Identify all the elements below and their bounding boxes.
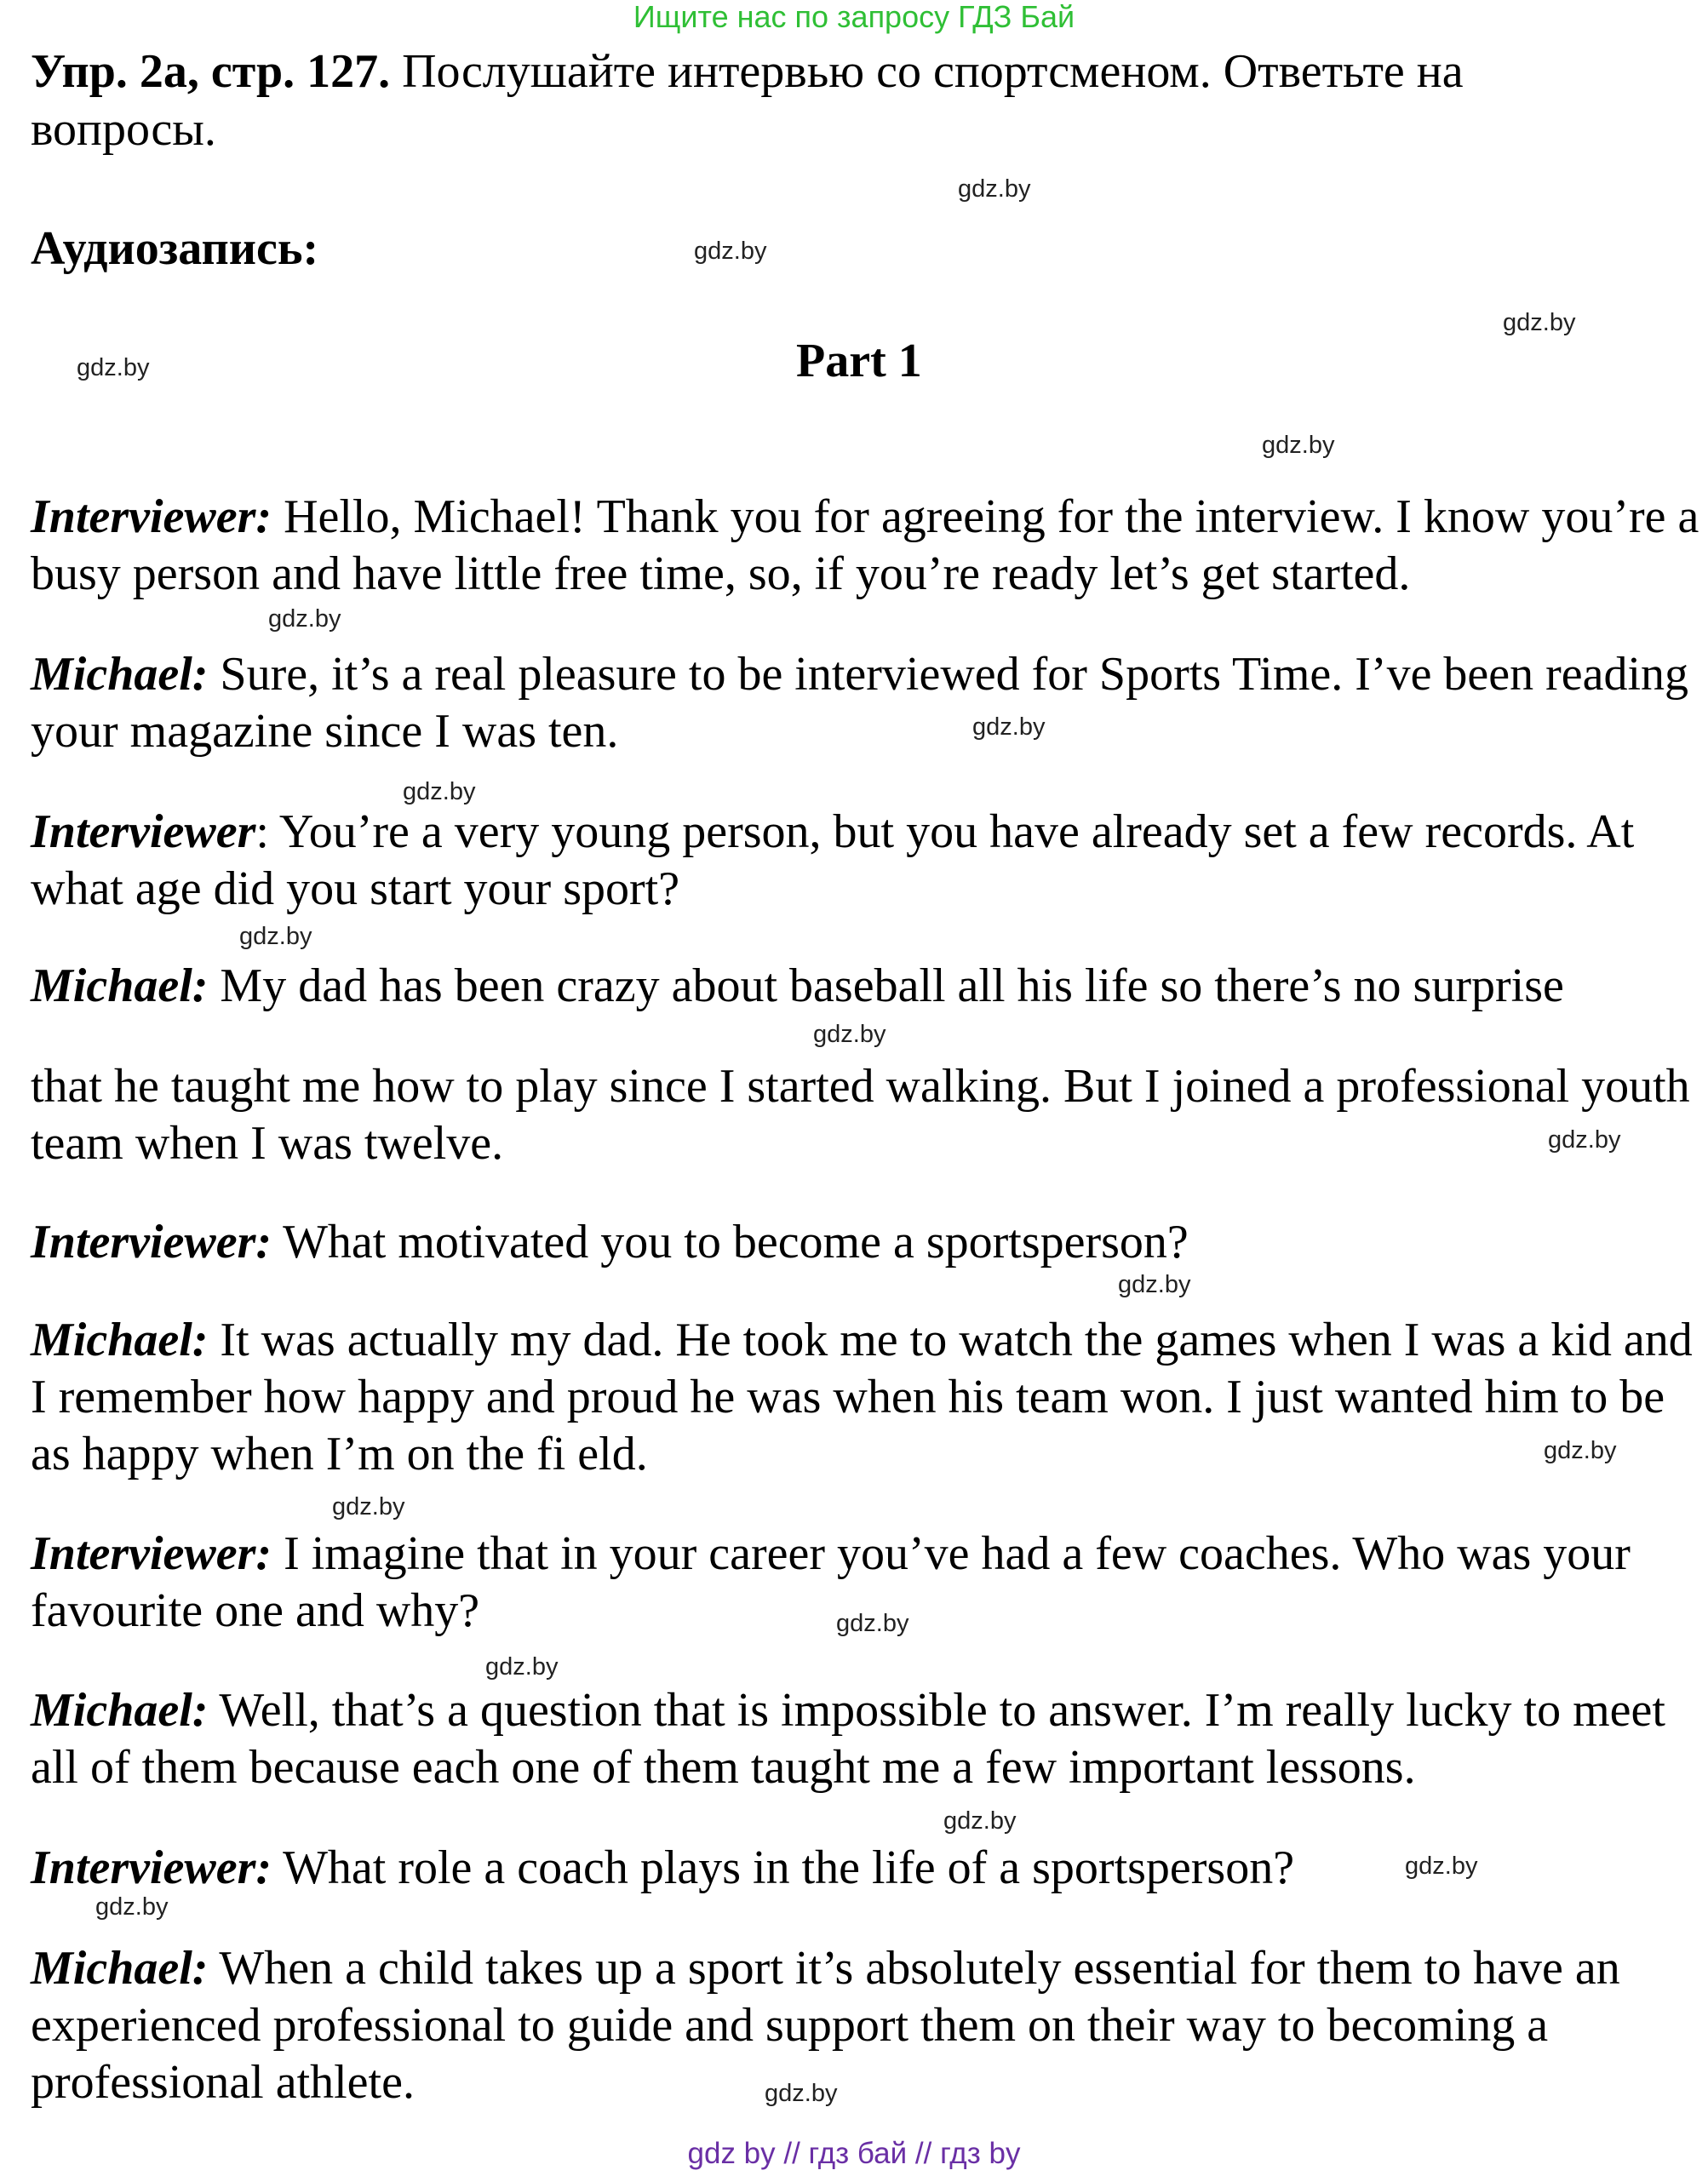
speaker-label: Interviewer:	[31, 1216, 272, 1268]
watermark: gdz.by	[403, 778, 476, 805]
watermark: gdz.by	[239, 923, 312, 950]
task-instruction: Послушайте интервью со спортсменом. Ответьте на вопросы.	[31, 45, 1464, 156]
audio-heading: Аудиозапись:	[31, 222, 319, 275]
speaker-label: Interviewer:	[31, 1527, 272, 1580]
watermark: gdz.by	[1118, 1271, 1191, 1298]
watermark: gdz.by	[1544, 1437, 1617, 1464]
part-title: Part 1	[796, 335, 922, 387]
dialogue-text: that he taught me how to play since I started walking. But I joined a professional youth team when I was twelve.	[31, 1060, 1690, 1170]
task-reference: Упр. 2а, стр. 127.	[31, 45, 391, 98]
speaker-label: Interviewer:	[31, 1841, 272, 1894]
watermark: gdz.by	[1503, 309, 1576, 336]
speaker-label: Michael:	[31, 648, 209, 701]
watermark: gdz.by	[485, 1653, 559, 1681]
dialogue-text: Hello, Michael! Thank you for agreeing for the interview. I know you’re a busy person and have little free time, so, if you’re ready let’s get started.	[31, 490, 1699, 600]
dialogue-text: Well, that’s a question that is impossible to answer. I’m really lucky to meet all of them because each one of them taught me a few important lessons.	[31, 1684, 1665, 1794]
footer-links: gdz by // гдз бай // гдз by	[687, 2137, 1021, 2170]
dialogue-text: What role a coach plays in the life of a sportsperson?	[283, 1841, 1295, 1894]
dialogue-line	[31, 1058, 1704, 1172]
speaker-label: Interviewer	[31, 805, 256, 858]
watermark: gdz.by	[836, 1610, 909, 1637]
speaker-label: Michael:	[31, 1314, 209, 1366]
dialogue-text: : You’re a very young person, but you have already set a few records. At what age did you start your sport?	[31, 805, 1635, 915]
watermark: gdz.by	[1548, 1126, 1621, 1154]
task-header	[31, 43, 1648, 158]
watermark: gdz.by	[268, 605, 341, 633]
watermark: gdz.by	[958, 175, 1031, 203]
watermark: gdz.by	[1262, 432, 1335, 459]
dialogue-text: I imagine that in your career you’ve had a few coaches. Who was your favourite one and why?	[31, 1527, 1631, 1637]
watermark: gdz.by	[943, 1807, 1017, 1835]
dialogue-line	[31, 1682, 1704, 1796]
dialogue-text: When a child takes up a sport it’s absolutely essential for them to have an experienced professional to guide and support them on their way to becoming a professional athlete.	[31, 1942, 1620, 2109]
speaker-label: Michael:	[31, 1684, 209, 1737]
dialogue-line	[31, 1214, 1704, 1271]
dialogue-line	[31, 804, 1704, 918]
dialogue-line	[31, 489, 1704, 603]
watermark: gdz.by	[77, 354, 150, 381]
watermark: gdz.by	[972, 713, 1046, 741]
watermark: gdz.by	[1405, 1852, 1478, 1880]
dialogue-text: What motivated you to become a sportsperson?	[283, 1216, 1189, 1268]
dialogue-line	[31, 646, 1704, 760]
speaker-label: Michael:	[31, 959, 209, 1012]
speaker-label: Michael:	[31, 1942, 209, 1995]
dialogue-line	[31, 958, 1704, 1015]
dialogue-text: My dad has been crazy about baseball all his life so there’s no surprise	[220, 959, 1564, 1012]
watermark: gdz.by	[694, 238, 767, 265]
watermark: gdz.by	[813, 1021, 886, 1048]
watermark: gdz.by	[332, 1493, 405, 1520]
watermark: gdz.by	[95, 1893, 169, 1921]
dialogue-text: Sure, it’s a real pleasure to be interviewed for Sports Time. I’ve been reading your magazine since I was ten.	[31, 648, 1689, 758]
dialogue-line	[31, 1312, 1704, 1483]
speaker-label: Interviewer:	[31, 490, 272, 543]
watermark: gdz.by	[765, 2080, 838, 2107]
dialogue-line	[31, 1940, 1704, 2111]
dialogue-text: It was actually my dad. He took me to watch the games when I was a kid and I remember how happy and proud he was when his team won. I just wanted him to be as happy when I’m on the fi eld.	[31, 1314, 1693, 1480]
top-banner: Ищите нас по запросу ГДЗ Бай	[633, 0, 1075, 34]
